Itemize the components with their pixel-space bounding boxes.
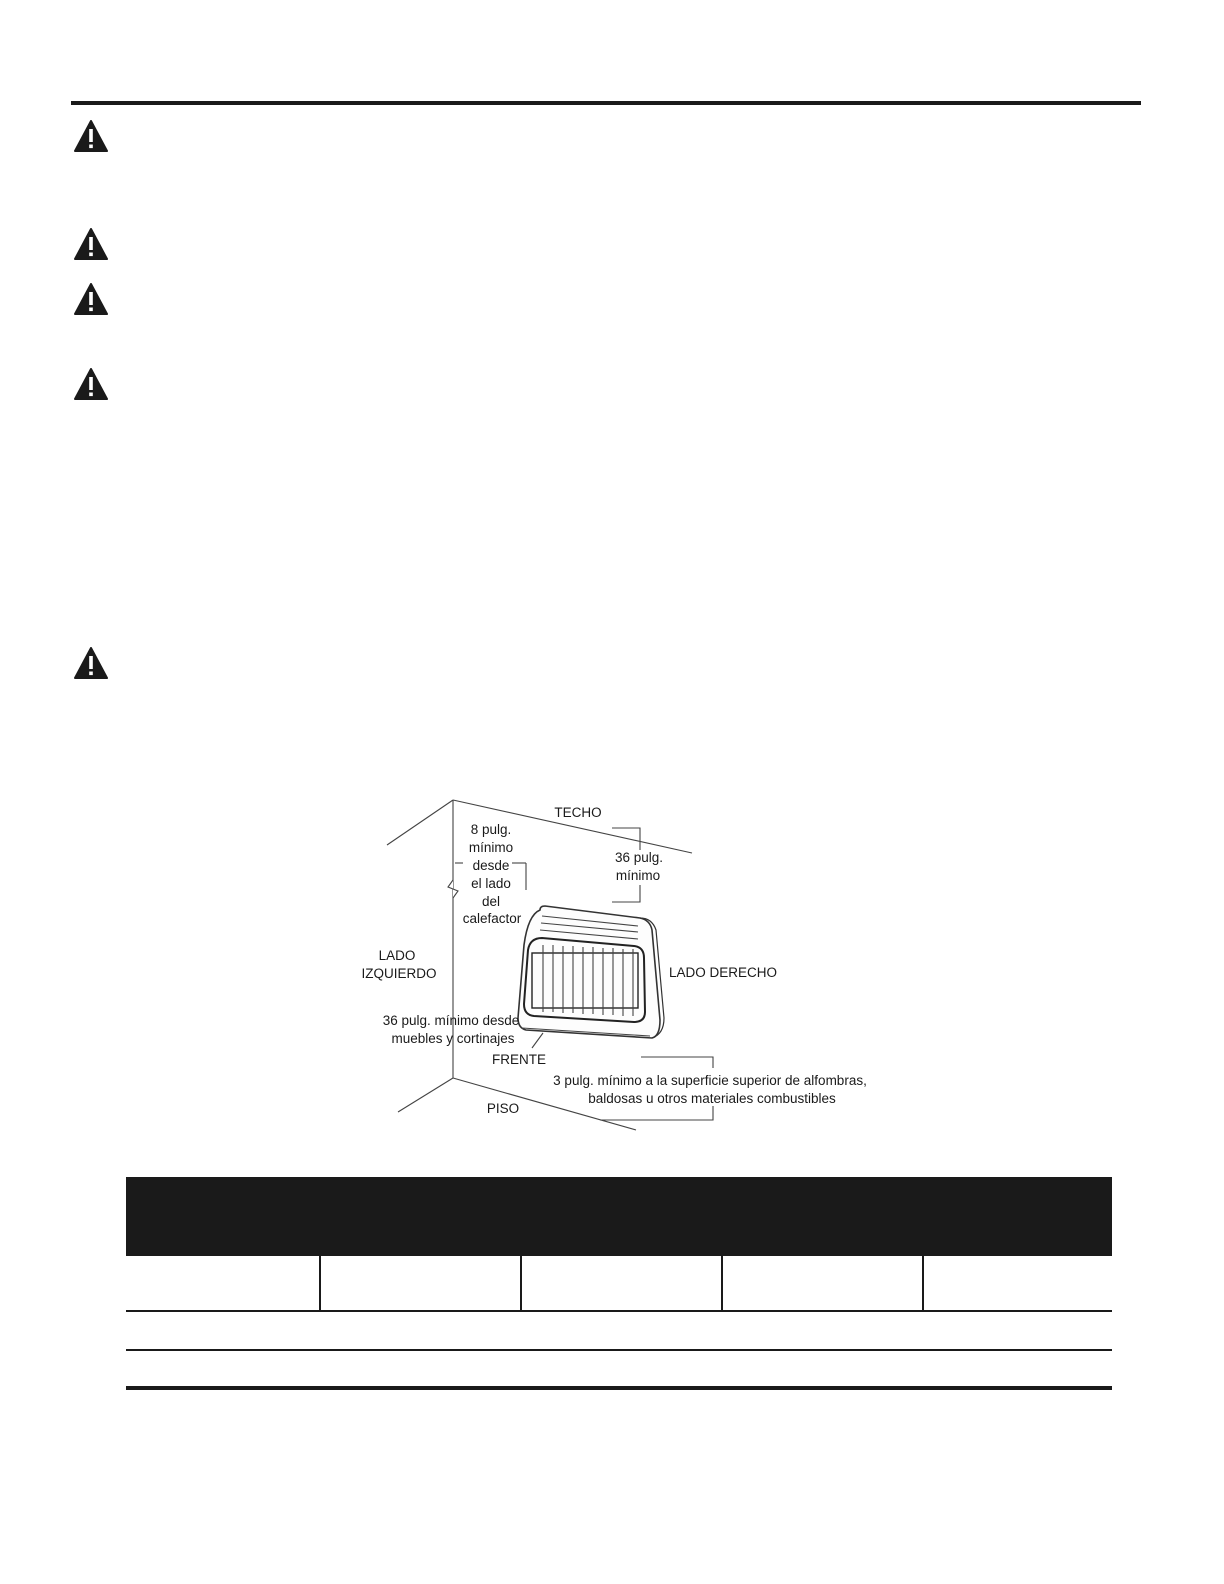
floor-clearance-line-2: baldosas u otros materiales combustibles bbox=[588, 1091, 836, 1106]
front-label: FRENTE bbox=[492, 1052, 546, 1067]
clearance-diagram bbox=[350, 790, 890, 1140]
side-clearance-line-5: del bbox=[481, 894, 501, 909]
table-header-bar bbox=[126, 1177, 1112, 1256]
warning-triangle-icon bbox=[74, 228, 108, 260]
table-bottom-rule bbox=[126, 1386, 1112, 1390]
left-side-line-2: IZQUIERDO bbox=[361, 966, 437, 981]
top-rule bbox=[71, 101, 1141, 105]
furniture-clearance-line-1: 36 pulg. mínimo desde bbox=[382, 1013, 520, 1028]
table-row-divider bbox=[126, 1349, 1112, 1351]
table-row-divider bbox=[126, 1310, 1112, 1312]
floor-label: PISO bbox=[486, 1101, 520, 1116]
table-column-divider bbox=[922, 1256, 924, 1310]
side-clearance-line-2: mínimo bbox=[468, 840, 514, 855]
warning-triangle-icon bbox=[74, 368, 108, 400]
side-clearance-line-6: calefactor bbox=[462, 911, 522, 926]
furniture-clearance-line-2: muebles y cortinajes bbox=[391, 1031, 515, 1046]
ceiling-label: TECHO bbox=[554, 805, 602, 820]
warning-triangle-icon bbox=[74, 283, 108, 315]
side-clearance-line-3: desde bbox=[472, 858, 510, 873]
left-side-line-1: LADO bbox=[378, 948, 416, 963]
warning-triangle-icon bbox=[74, 120, 108, 152]
table-column-divider bbox=[520, 1256, 522, 1310]
ceiling-clearance-line-1: 36 pulg. bbox=[614, 850, 664, 865]
warning-triangle-icon bbox=[74, 647, 108, 679]
side-clearance-line-1: 8 pulg. bbox=[470, 822, 512, 837]
right-side-label: LADO DERECHO bbox=[668, 965, 778, 980]
table-column-divider bbox=[319, 1256, 321, 1310]
ceiling-clearance-line-2: mínimo bbox=[615, 868, 661, 883]
side-clearance-line-4: el lado bbox=[471, 876, 511, 891]
table-column-divider bbox=[721, 1256, 723, 1310]
floor-clearance-line-1: 3 pulg. mínimo a la superficie superior de alfombras, bbox=[553, 1073, 867, 1088]
